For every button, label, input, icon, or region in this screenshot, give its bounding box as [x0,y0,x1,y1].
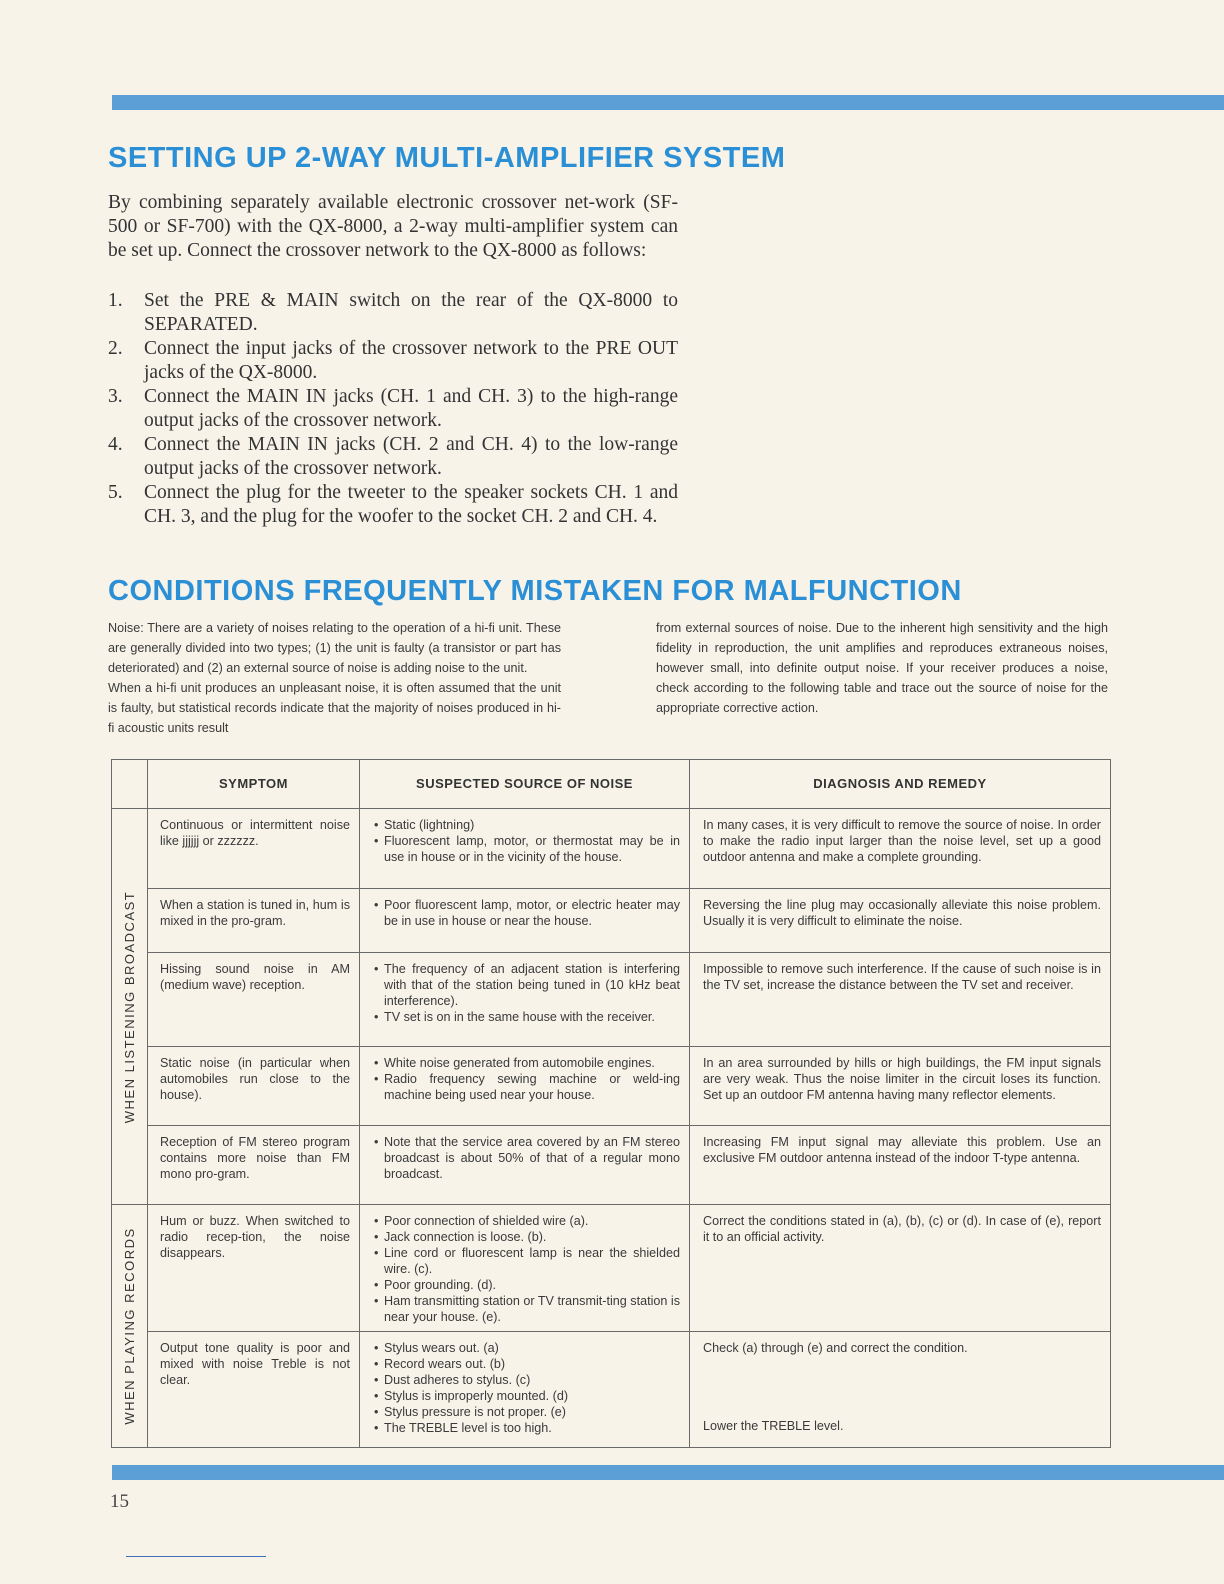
group-label: WHEN PLAYING RECORDS [121,1227,137,1425]
remedy-text: Check (a) through (e) and correct the condition. [703,1341,968,1355]
step-number: 2. [108,338,123,359]
source-item: • Stylus wears out. (a) [374,1340,680,1356]
header-blank-cell [112,760,148,809]
source-cell [360,1047,690,1126]
source-item: • Stylus pressure is not proper. (e) [374,1404,680,1420]
source-item: • The frequency of an adjacent station is interfering with that of the station being tuned in (10 kHz beat interference). [374,961,680,1009]
top-color-band [112,95,1224,110]
source-cell [360,1126,690,1205]
source-item: • Poor connection of shielded wire (a). [374,1213,680,1229]
header-source: SUSPECTED SOURCE OF NOISE [360,760,690,809]
step-number: 4. [108,434,123,455]
step-item [108,337,678,385]
source-cell [360,1332,690,1448]
step-text: Connect the MAIN IN jacks (CH. 1 and CH. 3) to the high-range output jacks of the crossover network. [144,386,678,431]
symptom-cell: Reception of FM stereo program contains more noise than FM mono pro-gram. [148,1126,360,1205]
remedy-cell [690,1332,1111,1448]
table-row [112,809,1111,889]
section-title-malfunction: CONDITIONS FREQUENTLY MISTAKEN FOR MALFUNCTION [108,575,962,607]
table-row [112,1126,1111,1205]
noise-intro-left-column [108,618,561,738]
group-label: WHEN LISTENING BROADCAST [121,890,137,1123]
step-item [108,385,678,433]
group-label-cell [112,809,148,1205]
remedy-cell: Correct the conditions stated in (a), (b), (c) or (d). In case of (e), report it to an official activity. [690,1205,1111,1332]
source-item: • TV set is on in the same house with the receiver. [374,1009,680,1025]
step-text: Connect the input jacks of the crossover network to the PRE OUT jacks of the QX-8000. [144,338,678,383]
source-item: • Note that the service area covered by an FM stereo broadcast is about 50% of that of a regular mono broadcast. [374,1134,680,1182]
source-item: • Static (lightning) [374,817,680,833]
source-item: • Dust adheres to stylus. (c) [374,1372,680,1388]
symptom-cell: Hum or buzz. When switched to radio recep-tion, the noise disappears. [148,1205,360,1332]
noise-paragraph: When a hi-fi unit produces an unpleasant noise, it is often assumed that the unit is faulty, but statistical records indicate that the majority of noises produced in hi-fi acoustic units result [108,681,561,735]
section-title-multi-amp: SETTING UP 2-WAY MULTI-AMPLIFIER SYSTEM [108,142,786,174]
source-cell [360,889,690,953]
source-cell [360,953,690,1047]
remedy-cell: Impossible to remove such interference. If the cause of such noise is in the TV set, increase the distance between the TV set and receiver. [690,953,1111,1047]
footer-rule [126,1556,266,1557]
remedy-cell: In many cases, it is very difficult to remove the source of noise. In order to make the radio input larger than the noise level, set up a good outdoor antenna and make a complete grounding. [690,809,1111,889]
source-item: • Poor fluorescent lamp, motor, or electric heater may be in use in house or near the house. [374,897,680,929]
page-number: 15 [110,1491,129,1512]
source-item: • Ham transmitting station or TV transmit-ting station is near your house. (e). [374,1293,680,1325]
setup-steps-list [108,289,678,529]
noise-intro-right-column [656,618,1108,718]
header-remedy: DIAGNOSIS AND REMEDY [690,760,1111,809]
table-row [112,1047,1111,1126]
table-row [112,1205,1111,1332]
source-item: • Line cord or fluorescent lamp is near the shielded wire. (c). [374,1245,680,1277]
step-number: 3. [108,386,123,407]
remedy-text: Lower the TREBLE level. [703,1419,844,1433]
symptom-cell: Static noise (in particular when automobiles run close to the house). [148,1047,360,1126]
remedy-cell: Reversing the line plug may occasionally alleviate this noise problem. Usually it is very difficult to eliminate the noise. [690,889,1111,953]
step-number: 5. [108,482,123,503]
step-item [108,433,678,481]
source-item: • Record wears out. (b) [374,1356,680,1372]
source-cell [360,1205,690,1332]
source-item: • Poor grounding. (d). [374,1277,680,1293]
source-item: • Stylus is improperly mounted. (d) [374,1388,680,1404]
symptom-cell: Output tone quality is poor and mixed with noise Treble is not clear. [148,1332,360,1448]
step-item [108,289,678,337]
bottom-color-band [112,1465,1224,1480]
table-row [112,889,1111,953]
step-text: Connect the plug for the tweeter to the speaker sockets CH. 1 and CH. 3, and the plug for the woofer to the socket CH. 2 and CH. 4. [144,482,678,527]
remedy-cell: In an area surrounded by hills or high buildings, the FM input signals are very weak. Thus the noise limiter in the circuit loses its function. Set up an outdoor FM antenna having many reflector elements. [690,1047,1111,1126]
noise-paragraph: Noise: There are a variety of noises relating to the operation of a hi-fi unit. These are generally divided into two types; (1) the unit is faulty (a transistor or part has deteriorated) and (2) an external source of noise is adding noise to the unit. [108,621,561,675]
intro-paragraph: By combining separately available electronic crossover net-work (SF-500 or SF-700) with the QX-8000, a 2-way multi-amplifier system can be set up. Connect the crossover network to the QX-8000 as follows: [108,192,678,261]
remedy-cell: Increasing FM input signal may alleviate this problem. Use an exclusive FM outdoor antenna instead of the indoor T-type antenna. [690,1126,1111,1205]
source-item: • The TREBLE level is too high. [374,1420,680,1436]
step-text: Set the PRE & MAIN switch on the rear of the QX-8000 to SEPARATED. [144,290,678,335]
source-item: • Radio frequency sewing machine or weld-ing machine being used near your house. [374,1071,680,1103]
table-row [112,953,1111,1047]
step-item [108,481,678,529]
source-cell [360,809,690,889]
step-text: Connect the MAIN IN jacks (CH. 2 and CH. 4) to the low-range output jacks of the crossover network. [144,434,678,479]
noise-paragraph: from external sources of noise. Due to the inherent high sensitivity and the high fidelity in reproduction, the unit amplifies and reproduces extraneous noises, however small, into definite output noise. If your receiver produces a noise, check according to the following table and trace out the source of noise for the appropriate corrective action. [656,621,1108,715]
symptom-cell: When a station is tuned in, hum is mixed in the pro-gram. [148,889,360,953]
source-item: • Jack connection is loose. (b). [374,1229,680,1245]
noise-troubleshooting-table [111,759,1111,1448]
step-number: 1. [108,290,123,311]
table-row [112,1332,1111,1448]
group-label-cell [112,1205,148,1448]
symptom-cell: Hissing sound noise in AM (medium wave) reception. [148,953,360,1047]
header-symptom: SYMPTOM [148,760,360,809]
table-header-row [112,760,1111,809]
source-item: • White noise generated from automobile engines. [374,1055,680,1071]
symptom-cell: Continuous or intermittent noise like jjjjjj or zzzzzz. [148,809,360,889]
source-item: • Fluorescent lamp, motor, or thermostat may be in use in house or in the vicinity of the house. [374,833,680,865]
